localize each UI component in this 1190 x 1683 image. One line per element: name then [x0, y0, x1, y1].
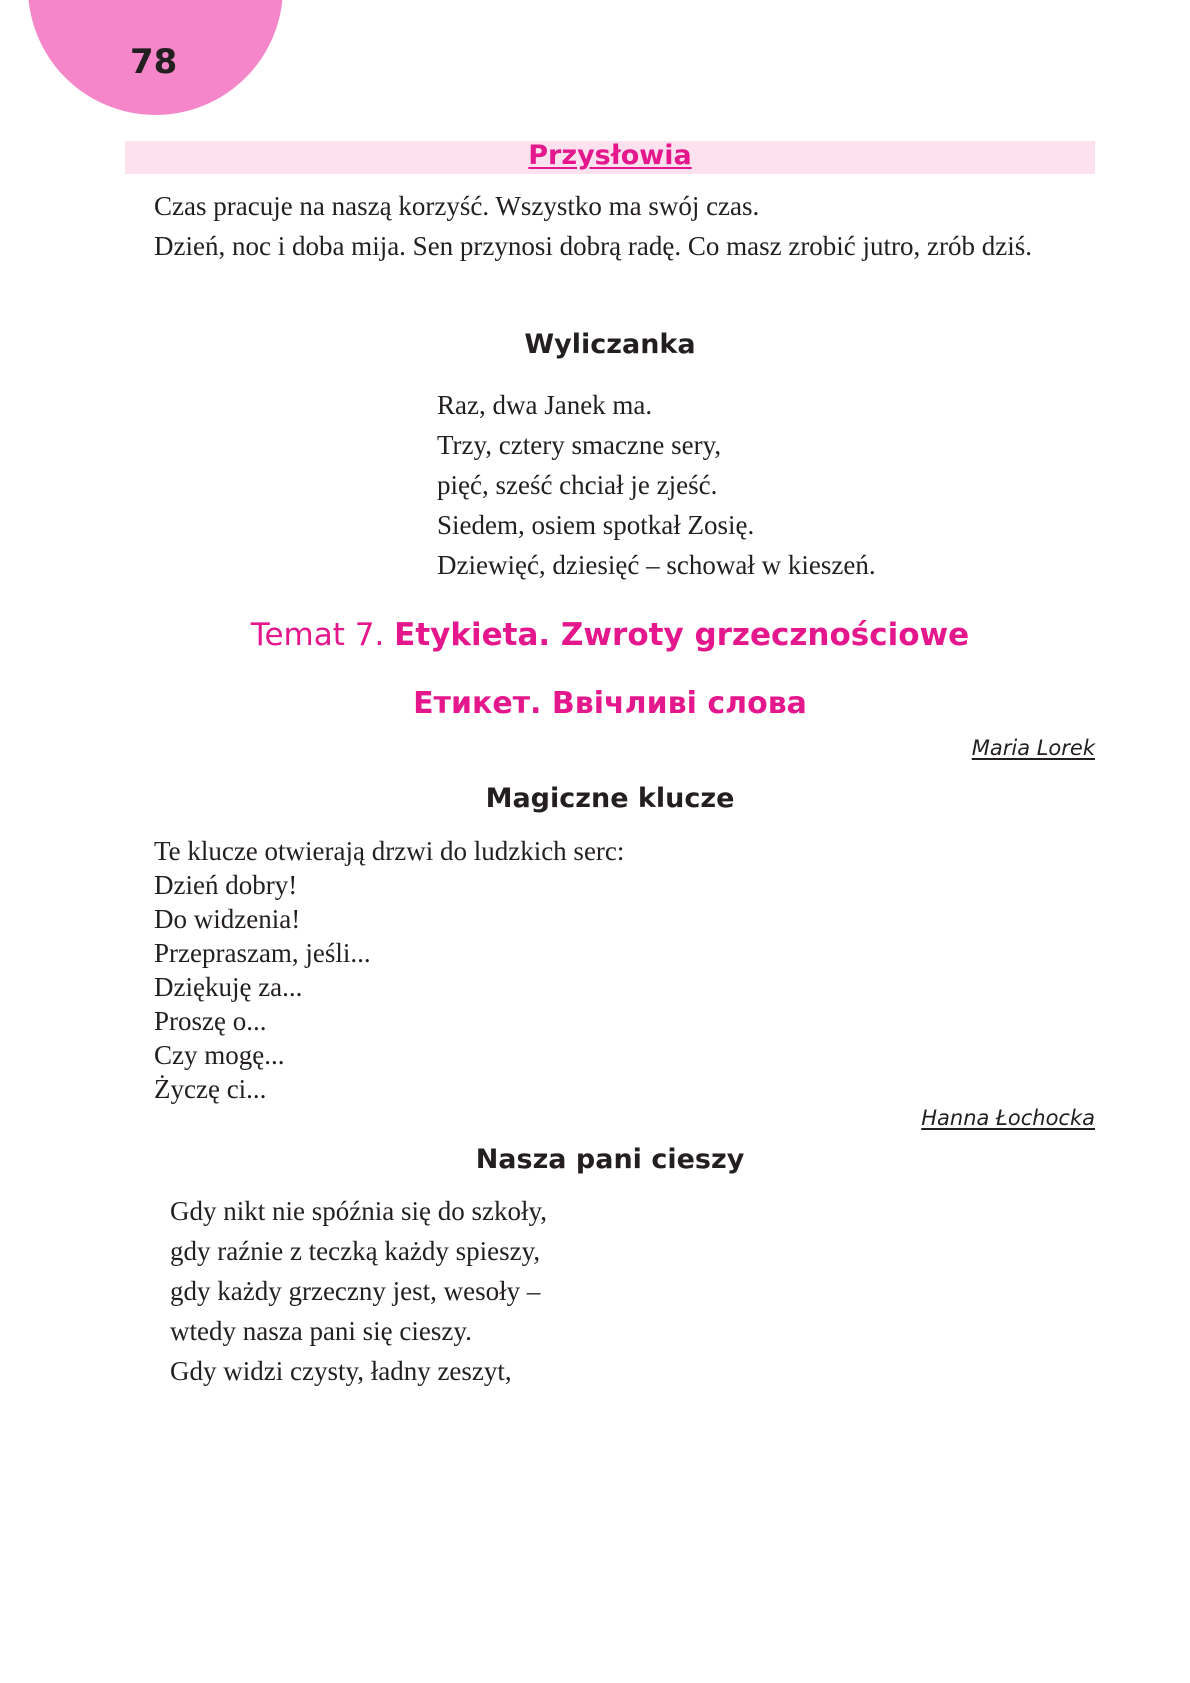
topic-subtitle: Етикет. Ввічливі слова [413, 686, 807, 721]
verse-line: gdy raźnie z teczką każdy spieszy, [170, 1236, 541, 1266]
proverbs-title: Przysłowia [528, 140, 692, 171]
verse-line: Dziękuję za... [154, 972, 303, 1002]
verse-line: Dziewięć, dziesięć – schował w kieszeń. [437, 550, 876, 580]
author-maria-lorek: Maria Lorek [971, 736, 1095, 760]
counting-rhyme-title: Wyliczanka [524, 329, 696, 360]
verse-line: Trzy, cztery smaczne sery, [437, 430, 722, 460]
verse-line: pięć, sześć chciał je zjeść. [437, 470, 718, 500]
verse-line: Gdy nikt nie spóźnia się do szkoły, [170, 1196, 547, 1226]
page-number: 78 [130, 42, 178, 82]
proverbs-text [125, 186, 1095, 266]
verse-line: Siedem, osiem spotkał Zosię. [437, 510, 755, 540]
topic-prefix: Temat 7. [250, 617, 395, 653]
counting-rhyme-verse [437, 385, 876, 585]
teacher-poem-title: Nasza pani cieszy [475, 1144, 745, 1175]
verse-line: Przepraszam, jeśli... [154, 938, 371, 968]
verse-line: Gdy widzi czysty, ładny zeszyt, [170, 1356, 512, 1386]
verse-line: Proszę o... [154, 1006, 267, 1036]
magic-keys-title: Magiczne klucze [485, 783, 735, 814]
proverbs-heading [125, 140, 1095, 171]
proverb-line: Czas pracuje na naszą korzyść. Wszystko ma swój czas. [154, 191, 760, 221]
verse-line: Te klucze otwierają drzwi do ludzkich serc: [154, 836, 625, 866]
verse-line: Raz, dwa Janek ma. [437, 390, 653, 420]
topic-title: Etykieta. Zwroty grzecznościowe [394, 617, 970, 653]
verse-line: Życzę ci... [154, 1074, 267, 1104]
magic-keys-verse [154, 834, 624, 1106]
verse-line: gdy każdy grzeczny jest, wesoły – [170, 1276, 541, 1306]
proverb-line: Dzień, noc i doba mija. Sen przynosi dobrą radę. Co masz zrobić jutro, zrób dziś. [154, 231, 1033, 261]
teacher-poem-verse [170, 1191, 547, 1391]
topic-heading [125, 617, 1095, 653]
verse-line: wtedy nasza pani się cieszy. [170, 1316, 472, 1346]
author-hanna-lochocka: Hanna Łochocka [921, 1106, 1095, 1130]
verse-line: Dzień dobry! [154, 870, 298, 900]
verse-line: Do widzenia! [154, 904, 301, 934]
verse-line: Czy mogę... [154, 1040, 285, 1070]
